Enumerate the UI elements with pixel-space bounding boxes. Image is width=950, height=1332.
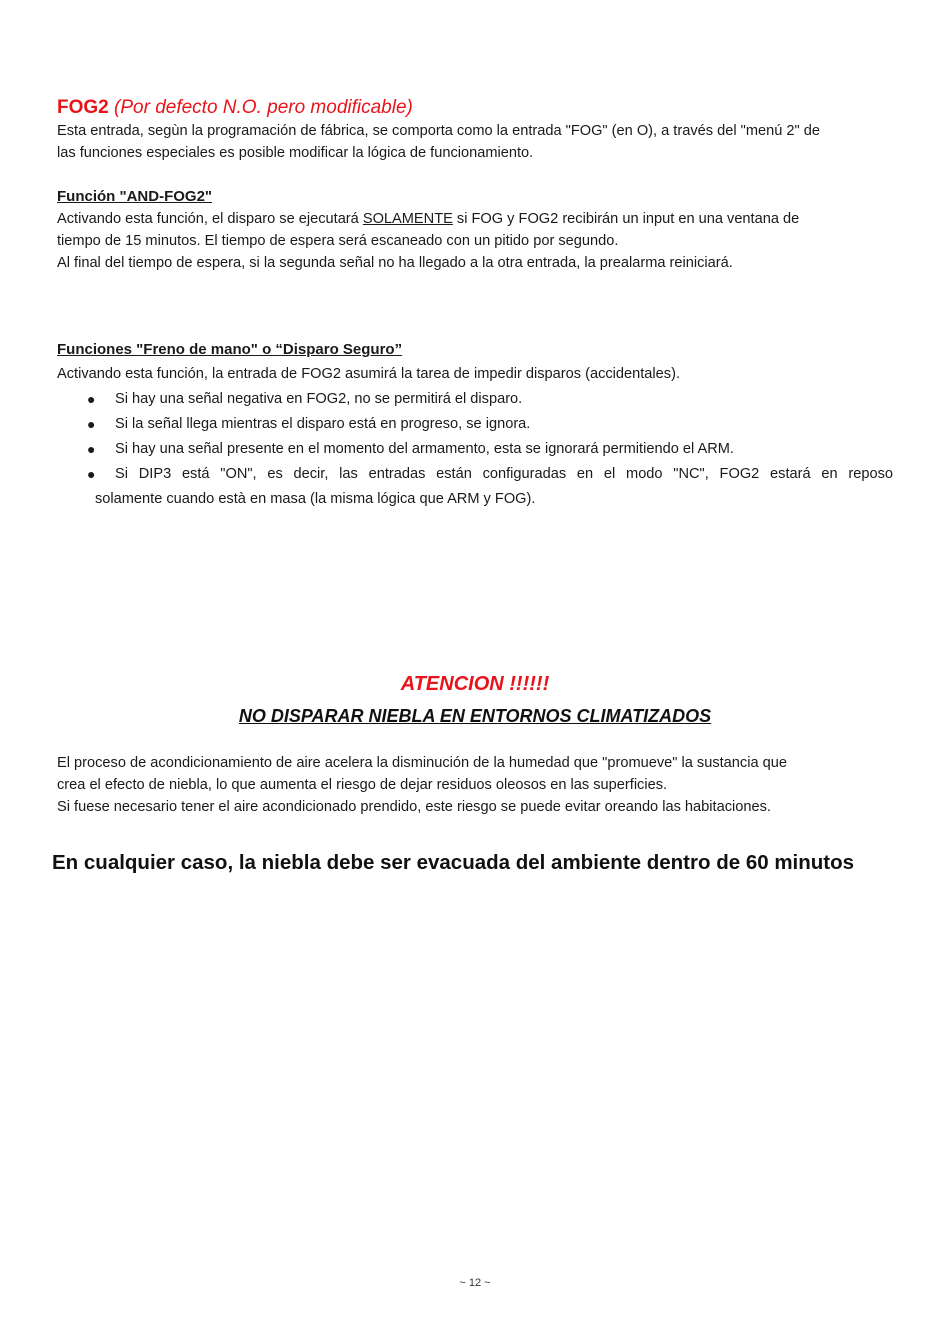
page-number: ~ 12 ~ (459, 1277, 491, 1289)
bullet-text-line-1: Si DIP3 está "ON", es decir, las entradas están configuradas en el modo "NC", FOG2 estará en reposo (115, 466, 893, 482)
and-fog2-line-3: Al final del tiempo de espera, si la segunda señal no ha llegado a la otra entrada, la prealarma reiniciará. (57, 255, 733, 271)
fog2-title-italic: (Por defecto N.O. pero modificable) (114, 97, 413, 118)
and-fog2-heading: Función "AND-FOG2" (57, 188, 213, 205)
fog2-line-1: Esta entrada, segùn la programación de fábrica, se comporta como la entrada "FOG" (en O), a través del "menú 2" de (57, 123, 820, 139)
list-item (57, 412, 893, 437)
freno-heading: Funciones "Freno de mano" o “Disparo Seguro” (57, 341, 403, 358)
warning-paragraph (57, 752, 893, 818)
bullet-text-line-2: solamente cuando està en masa (la misma lógica que ARM y FOG). (95, 491, 536, 507)
list-item (57, 462, 893, 512)
warning-title: NO DISPARAR NIEBLA EN ENTORNOS CLIMATIZADOS (238, 706, 712, 726)
and-fog2-section (57, 186, 893, 274)
and-fog2-line-1-before: Activando esta función, el disparo se ejecutará (57, 211, 363, 227)
bullet-text: Si hay una señal negativa en FOG2, no se permitirá el disparo. (115, 391, 523, 407)
fog2-section (57, 96, 893, 164)
freno-intro: Activando esta función, la entrada de FOG2 asumirá la tarea de impedir disparos (accidentales). (57, 366, 680, 382)
and-fog2-line-1 (57, 208, 893, 230)
evacuation-note: En cualquier caso, la niebla debe ser evacuada del ambiente dentro de 60 minutos (52, 851, 855, 874)
warning-line-3: Si fuese necesario tener el aire acondicionado prendido, este riesgo se puede evitar oreando las habitaciones. (57, 799, 771, 815)
bullet-text: Si la señal llega mientras el disparo está en progreso, se ignora. (115, 416, 531, 432)
freno-bullet-list (57, 387, 893, 512)
warning-line-2: crea el efecto de niebla, lo que aumenta el riesgo de dejar residuos oleosos en las superficies. (57, 777, 668, 793)
bullet-icon: ● (87, 441, 96, 457)
warning-title-wrap (0, 704, 950, 728)
bullet-icon: ● (87, 416, 96, 432)
and-fog2-line-1-after: si FOG y FOG2 recibirán un input en una ventana de (452, 211, 800, 227)
bullet-icon: ● (87, 466, 96, 482)
bullet-icon: ● (87, 391, 96, 407)
warning-line-1: El proceso de acondicionamiento de aire acelera la disminución de la humedad que "promueve" la sustancia que (57, 755, 787, 771)
solamente-emphasis: SOLAMENTE (362, 211, 453, 227)
list-item (57, 387, 893, 412)
fog2-title-bold: FOG2 (57, 97, 109, 118)
fog2-title (57, 96, 893, 120)
bullet-text: Si hay una señal presente en el momento del armamento, esta se ignorará permitiendo el ARM. (115, 441, 734, 457)
fog2-line-2: las funciones especiales es posible modificar la lógica de funcionamiento. (57, 145, 534, 161)
and-fog2-line-2: tiempo de 15 minutos. El tiempo de espera será escaneado con un pitido por segundo. (57, 233, 619, 249)
list-item (57, 437, 893, 462)
atencion-heading: ATENCION !!!!!! (400, 673, 550, 695)
freno-section (57, 339, 893, 512)
